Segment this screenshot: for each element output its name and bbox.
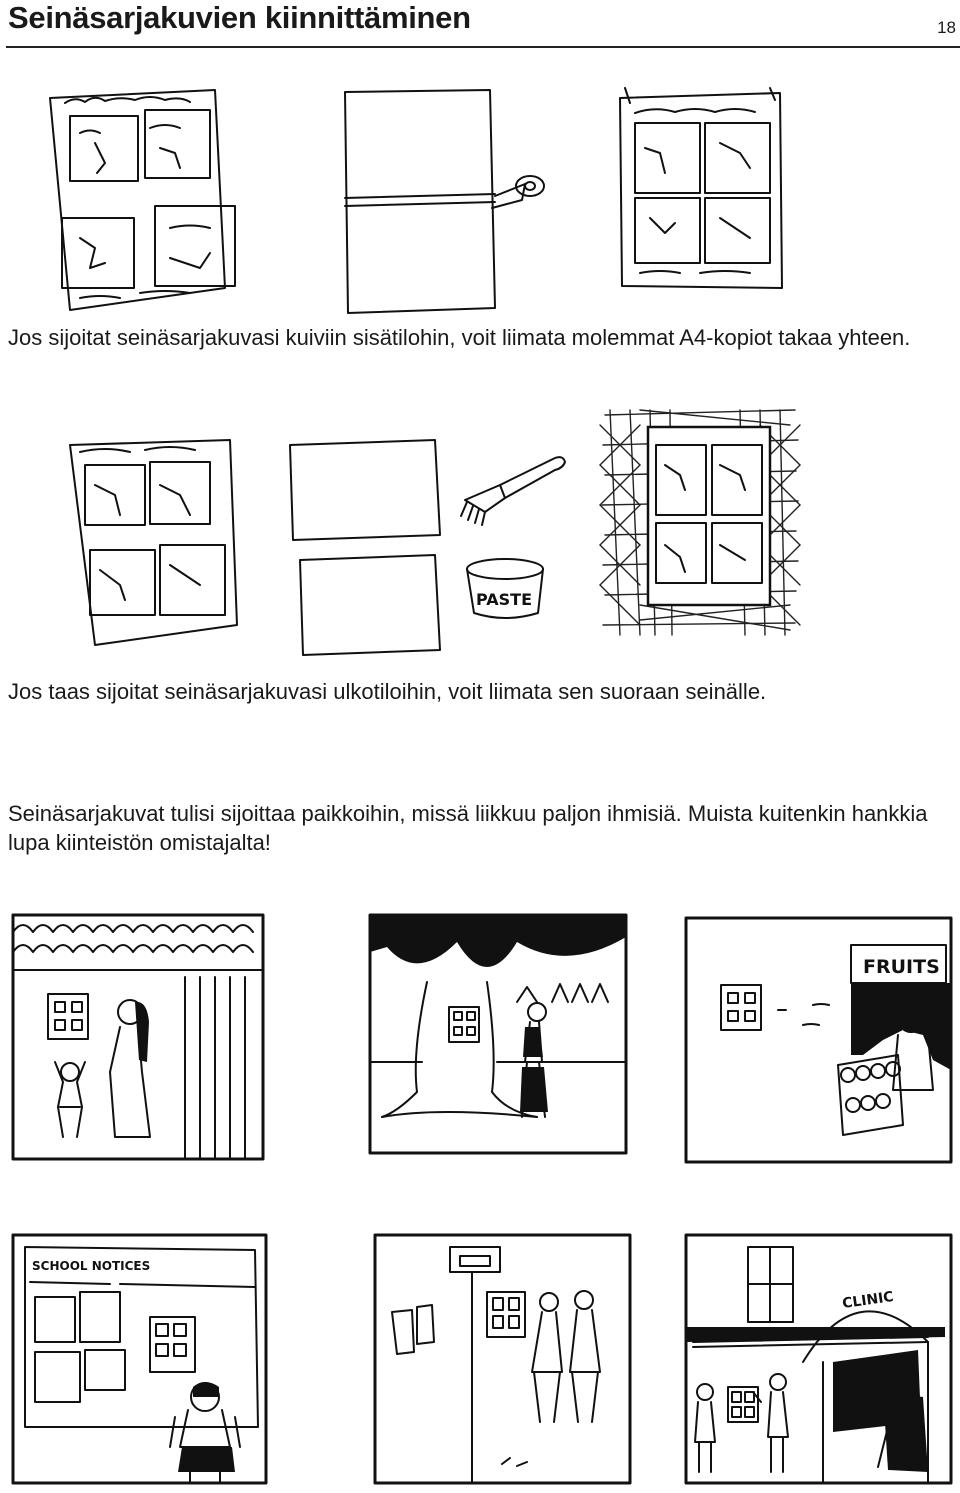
page-number: 18 xyxy=(937,18,956,37)
school-notice-board-scene xyxy=(10,1232,270,1487)
fruit-stall-scene xyxy=(683,915,955,1165)
fruits-sign: FRUITS xyxy=(863,956,940,978)
clinic-sign: CLINIC xyxy=(841,1288,895,1312)
header-rule xyxy=(6,46,960,48)
paste-tub-icon xyxy=(460,555,550,625)
a4-sheets-taped-illustration xyxy=(340,88,560,318)
bus-stop-scene xyxy=(372,1232,634,1487)
tree-scene xyxy=(367,912,629,1157)
comic-sheets-illustration-2 xyxy=(65,440,245,650)
page-title: Seinäsarjakuvien kiinnittäminen xyxy=(8,0,471,35)
house-wall-scene xyxy=(10,912,266,1162)
clinic-scene xyxy=(683,1232,955,1487)
comic-sheets-illustration xyxy=(40,88,260,318)
indoor-instructions: Jos sijoitat seinäsarjakuvasi kuiviin sisätilohin, voit liimata molemmat A4-kopiot takaa yhteen. xyxy=(8,325,911,350)
comic-poster-illustration xyxy=(610,88,810,318)
school-notices-sign: SCHOOL NOTICES xyxy=(32,1259,151,1273)
blank-sheets-illustration xyxy=(285,440,445,670)
placement-advice: Seinäsarjakuvat tulisi sijoittaa paikkoihin, missä liikkuu paljon ihmisiä. Muista kuitenkin hankkia lupa kiinteistön omistajalta! xyxy=(8,801,928,855)
outdoor-instructions: Jos taas sijoitat seinäsarjakuvasi ulkotiloihin, voit liimata sen suoraan seinälle. xyxy=(8,679,767,704)
paste-brush-icon xyxy=(455,450,575,530)
paste-tub-label: PASTE xyxy=(476,590,533,609)
poster-on-brick-wall-illustration xyxy=(600,405,800,640)
page-header xyxy=(6,0,960,50)
